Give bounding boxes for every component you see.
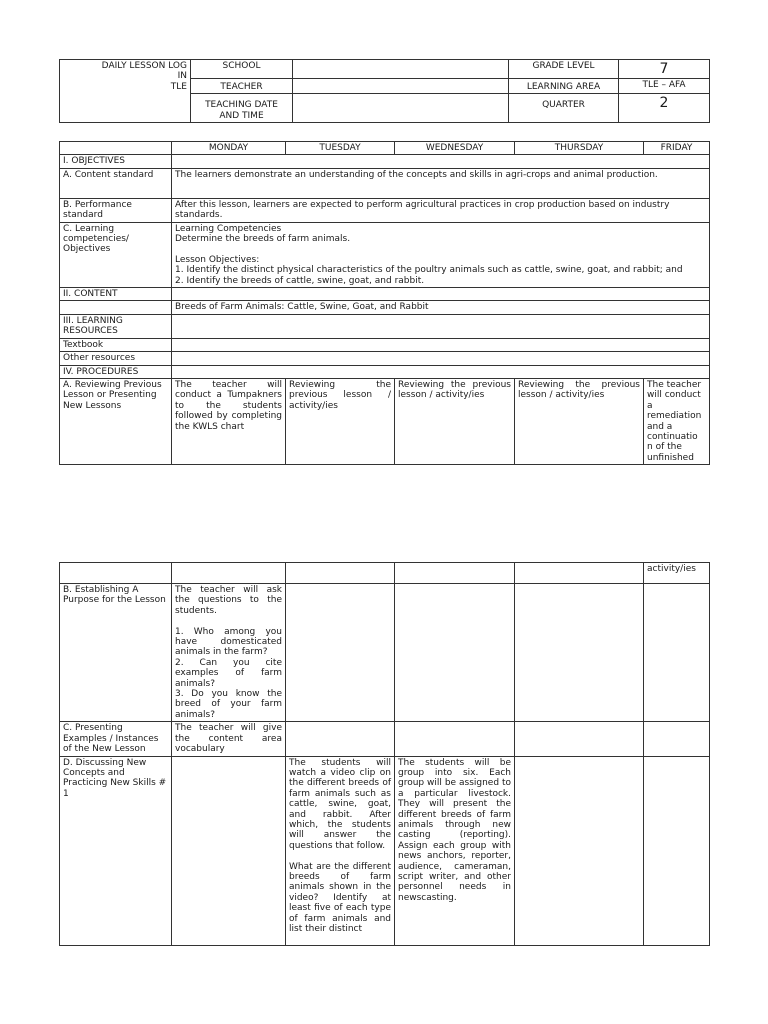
day-wednesday: WEDNESDAY bbox=[395, 142, 515, 155]
school-value bbox=[293, 60, 509, 79]
presenting-monday: The teacher will give the content area vocabulary bbox=[172, 722, 286, 756]
day-friday: FRIDAY bbox=[644, 142, 710, 155]
purpose-label: B. Establishing A Purpose for the Lesson bbox=[60, 584, 172, 722]
performance-standard-label: B. Performance standard bbox=[60, 198, 172, 222]
day-tuesday: TUESDAY bbox=[286, 142, 395, 155]
textbook-label: Textbook bbox=[60, 338, 172, 351]
reviewing-wednesday: Reviewing the previous lesson / activity/ies bbox=[395, 378, 515, 464]
teaching-date-value bbox=[293, 94, 509, 123]
reviewing-friday: The teacher will conduct a remediation and a continuatio n of the unfinished bbox=[644, 378, 710, 464]
lesson-table-page1 bbox=[59, 141, 710, 465]
discussing-tuesday: The students will watch a video clip on the different breeds of farm animals such as cattle, swine, goat, and rabbit. After which, the students will answer the questions that follow. What are the different breeds of farm animals shown in the video? Identify at least five of each type of farm animals and list their distinct bbox=[286, 756, 395, 945]
content-label: II. CONTENT bbox=[60, 288, 172, 301]
teacher-label: TEACHER bbox=[191, 79, 293, 94]
content-text: Breeds of Farm Animals: Cattle, Swine, Goat, and Rabbit bbox=[172, 301, 710, 314]
competencies-label: C. Learning competencies/ Objectives bbox=[60, 222, 172, 287]
learning-resources-label: III. LEARNING RESOURCES bbox=[60, 314, 172, 338]
grade-level-value: 7 bbox=[619, 60, 710, 79]
quarter-label: QUARTER bbox=[509, 94, 619, 123]
corner-cell bbox=[60, 142, 172, 155]
day-monday: MONDAY bbox=[172, 142, 286, 155]
lesson-table-page2 bbox=[59, 562, 710, 946]
objectives-label: I. OBJECTIVES bbox=[60, 155, 172, 168]
content-standard-text: The learners demonstrate an understanding of the concepts and skills in agri-crops and animal production. bbox=[172, 168, 710, 198]
presenting-label: C. Presenting Examples / Instances of the New Lesson bbox=[60, 722, 172, 756]
school-label: SCHOOL bbox=[191, 60, 293, 79]
reviewing-label: A. Reviewing Previous Lesson or Presenting New Lessons bbox=[60, 378, 172, 464]
grade-level-label: GRADE LEVEL bbox=[509, 60, 619, 79]
reviewing-tuesday: Reviewing the previous lesson / activity/ies bbox=[286, 378, 395, 464]
learning-area-value: TLE – AFA bbox=[619, 79, 710, 94]
day-thursday: THURSDAY bbox=[515, 142, 644, 155]
dll-title: DAILY LESSON LOG IN TLE bbox=[60, 60, 191, 123]
header-table bbox=[59, 59, 710, 123]
discussing-wednesday: The students will be group into six. Each group will be assigned to a particular livestock. They will present the different breeds of farm animals through new casting (reporting). Assign each group with news anchors, reporter, audience, cameraman, script writer, and other personnel needs in newscasting. bbox=[395, 756, 515, 945]
other-resources-label: Other resources bbox=[60, 352, 172, 365]
quarter-value: 2 bbox=[619, 94, 710, 123]
performance-standard-text: After this lesson, learners are expected to perform agricultural practices in crop production based on industry standards. bbox=[172, 198, 710, 222]
learning-area-label: LEARNING AREA bbox=[509, 79, 619, 94]
purpose-monday: The teacher will ask the questions to the students. 1. Who among you have domesticated animals in the farm? 2. Can you cite examples of farm animals? 3. Do you know the breed of your farm animals? bbox=[172, 584, 286, 722]
procedures-label: IV. PROCEDURES bbox=[60, 365, 172, 378]
friday-continued: activity/ies bbox=[644, 563, 710, 584]
competencies-text: Learning Competencies Determine the breeds of farm animals. Lesson Objectives: 1. Identify the distinct physical characteristics of the poultry animals such as cattle, swine, goat, and rabbit; and 2. Identify the breeds of cattle, swine, goat, and rabbit. bbox=[172, 222, 710, 287]
teaching-date-label: TEACHING DATE AND TIME bbox=[191, 94, 293, 123]
content-standard-label: A. Content standard bbox=[60, 168, 172, 198]
teacher-value bbox=[293, 79, 509, 94]
discussing-label: D. Discussing New Concepts and Practicing New Skills # 1 bbox=[60, 756, 172, 945]
reviewing-thursday: Reviewing the previous lesson / activity/ies bbox=[515, 378, 644, 464]
reviewing-monday: The teacher will conduct a Tumpakners to the students followed by completing the KWLS chart bbox=[172, 378, 286, 464]
